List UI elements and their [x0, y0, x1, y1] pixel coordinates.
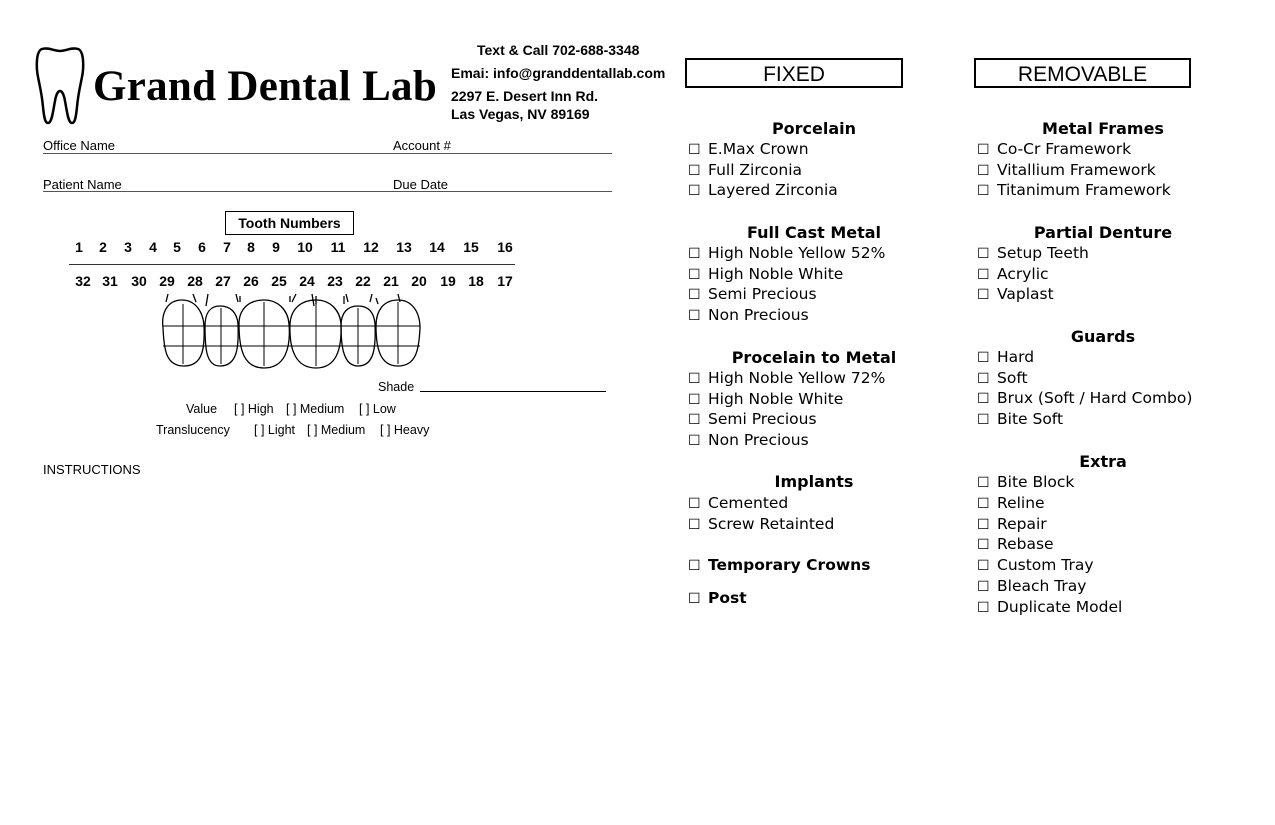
lower-tooth-row: [68, 273, 518, 291]
translucency-light[interactable]: [ ] Light: [254, 423, 295, 437]
checkbox[interactable]: ☐: [977, 287, 990, 304]
option-label: High Noble White: [708, 389, 844, 408]
upper-tooth-number[interactable]: 16: [497, 239, 513, 255]
checkbox[interactable]: ☐: [977, 475, 990, 491]
lower-tooth-number[interactable]: 22: [355, 273, 371, 289]
due-date-label: Due Date: [393, 177, 448, 192]
lower-tooth-number[interactable]: 23: [327, 273, 343, 289]
option-label: Layered Zirconia: [708, 181, 838, 200]
checkbox-option[interactable]: [688, 243, 885, 264]
translucency-medium[interactable]: [ ] Medium: [307, 423, 366, 437]
checkbox[interactable]: ☐: [977, 266, 990, 283]
checkbox-option[interactable]: [977, 472, 1074, 493]
implants-title: Implants: [774, 472, 854, 491]
upper-tooth-number[interactable]: 1: [75, 239, 83, 255]
teeth-diagram: [158, 290, 423, 372]
lower-tooth-number[interactable]: 29: [159, 273, 175, 289]
checkbox-option[interactable]: [688, 368, 885, 389]
option-label: Bite Block: [997, 473, 1075, 491]
checkbox[interactable]: ☐: [688, 391, 701, 408]
checkbox-option[interactable]: [977, 576, 1086, 597]
removable-header: REMOVABLE: [974, 58, 1191, 88]
upper-tooth-number[interactable]: 7: [223, 239, 231, 255]
upper-tooth-number[interactable]: 12: [363, 239, 379, 255]
upper-tooth-number[interactable]: 11: [330, 239, 346, 255]
upper-tooth-number[interactable]: 10: [297, 239, 313, 255]
option-label: Bleach Tray: [997, 577, 1087, 595]
metal-frames-title: Metal Frames: [1042, 119, 1164, 138]
account-label: Account #: [393, 138, 451, 153]
value-medium[interactable]: [ ] Medium: [286, 402, 345, 416]
option-label: Titanimum Framework: [997, 181, 1171, 200]
checkbox[interactable]: ☐: [688, 433, 701, 450]
tooth-numbers-title: Tooth Numbers: [225, 211, 354, 235]
checkbox[interactable]: ☐: [977, 370, 990, 387]
pfm-title: Procelain to Metal: [731, 348, 897, 367]
checkbox[interactable]: ☐: [977, 162, 990, 179]
upper-tooth-number[interactable]: 6: [198, 239, 206, 255]
checkbox-option[interactable]: [977, 368, 1028, 389]
checkbox[interactable]: ☐: [977, 558, 990, 575]
checkbox-option[interactable]: [977, 243, 1089, 264]
option-label: Post: [708, 589, 747, 607]
upper-tooth-number[interactable]: 3: [124, 239, 132, 255]
checkbox-option[interactable]: [688, 389, 843, 410]
option-label: Setup Teeth: [997, 244, 1089, 262]
full-cast-title: Full Cast Metal: [746, 223, 882, 242]
checkbox[interactable]: ☐: [688, 496, 701, 512]
checkbox-option[interactable]: [977, 139, 1131, 160]
tooth-icon: [34, 45, 86, 127]
checkbox-option[interactable]: [977, 514, 1047, 535]
lower-tooth-number[interactable]: 28: [187, 273, 203, 289]
lower-tooth-number[interactable]: 26: [243, 273, 259, 289]
option-label: Semi Precious: [708, 410, 817, 429]
checkbox-option[interactable]: [977, 555, 1094, 576]
checkbox[interactable]: ☐: [688, 308, 701, 325]
shade-line[interactable]: [420, 391, 606, 392]
upper-tooth-number[interactable]: 8: [247, 239, 255, 255]
contact-phone: Text & Call 702-688-3348: [477, 42, 640, 58]
checkbox[interactable]: ☐: [977, 495, 990, 512]
option-label: Full Zirconia: [708, 160, 803, 179]
shade-label: Shade: [378, 380, 415, 394]
checkbox[interactable]: ☐: [977, 412, 990, 429]
partial-denture-title: Partial Denture: [1033, 223, 1173, 242]
option-label: E.Max Crown: [708, 140, 809, 158]
upper-tooth-number[interactable]: 9: [272, 239, 280, 255]
lower-tooth-number[interactable]: 18: [468, 273, 484, 289]
office-line[interactable]: [43, 153, 612, 154]
upper-tooth-number[interactable]: 2: [99, 239, 107, 255]
lower-tooth-number[interactable]: 30: [131, 273, 147, 289]
lower-tooth-number[interactable]: 27: [215, 273, 231, 289]
checkbox[interactable]: ☐: [688, 558, 701, 574]
checkbox[interactable]: ☐: [977, 599, 990, 616]
checkbox-option[interactable]: [977, 180, 1171, 201]
option-label: Co-Cr Framework: [997, 140, 1132, 158]
checkbox-option[interactable]: [688, 264, 843, 285]
patient-line[interactable]: [43, 191, 612, 192]
option-label: Non Precious: [708, 306, 809, 325]
lower-tooth-number[interactable]: 19: [440, 273, 456, 289]
option-label: Semi Precious: [708, 285, 817, 304]
upper-tooth-number[interactable]: 15: [463, 239, 479, 255]
checkbox-option[interactable]: [688, 493, 788, 514]
option-label: Brux (Soft / Hard Combo): [997, 389, 1193, 408]
instructions-label: INSTRUCTIONS: [43, 462, 141, 477]
option-label: Hard: [997, 348, 1035, 366]
lower-tooth-number[interactable]: 25: [271, 273, 287, 289]
porcelain-title: Porcelain: [771, 119, 857, 138]
option-label: Reline: [997, 493, 1045, 512]
checkbox[interactable]: ☐: [977, 246, 990, 262]
checkbox-option[interactable]: [977, 347, 1034, 368]
checkbox-option[interactable]: [688, 284, 817, 305]
checkbox-option[interactable]: [977, 284, 1054, 305]
checkbox-option[interactable]: [688, 160, 802, 181]
checkbox[interactable]: ☐: [688, 142, 701, 158]
upper-tooth-number[interactable]: 4: [149, 239, 157, 255]
lower-tooth-number[interactable]: 17: [497, 273, 513, 289]
upper-tooth-row: [68, 239, 518, 257]
checkbox[interactable]: ☐: [977, 391, 990, 408]
option-label: Soft: [997, 368, 1028, 387]
checkbox[interactable]: ☐: [688, 412, 701, 429]
option-label: High Noble Yellow 52%: [708, 244, 886, 262]
checkbox[interactable]: ☐: [977, 537, 990, 554]
option-label: Rebase: [997, 535, 1054, 554]
checkbox[interactable]: ☐: [688, 287, 701, 304]
checkbox-option[interactable]: [688, 430, 809, 451]
lower-tooth-number[interactable]: 20: [411, 273, 427, 289]
checkbox[interactable]: ☐: [688, 591, 701, 607]
upper-tooth-number[interactable]: 13: [396, 239, 412, 255]
fixed-header: FIXED: [685, 58, 903, 88]
post-option[interactable]: [688, 588, 747, 609]
option-label: Screw Retainted: [708, 514, 835, 533]
checkbox-option[interactable]: [688, 180, 838, 201]
checkbox-option[interactable]: [688, 514, 834, 535]
upper-tooth-number[interactable]: 5: [173, 239, 181, 255]
option-label: Temporary Crowns: [708, 556, 871, 574]
checkbox[interactable]: ☐: [688, 246, 701, 262]
option-label: Repair: [997, 514, 1047, 533]
address-line-2: Las Vegas, NV 89169: [451, 106, 590, 122]
value-high[interactable]: [ ] High: [234, 402, 274, 416]
checkbox-option[interactable]: [977, 160, 1156, 181]
option-label: High Noble Yellow 72%: [708, 369, 886, 387]
option-label: Vaplast: [997, 285, 1054, 304]
checkbox[interactable]: ☐: [977, 579, 990, 595]
lower-tooth-number[interactable]: 24: [299, 273, 315, 289]
checkbox[interactable]: ☐: [977, 183, 990, 200]
patient-name-label: Patient Name: [43, 177, 122, 192]
address-line-1: 2297 E. Desert Inn Rd.: [451, 88, 599, 104]
checkbox[interactable]: ☐: [688, 371, 701, 387]
guards-title: Guards: [1070, 327, 1136, 346]
option-label: High Noble White: [708, 264, 844, 283]
extra-title: Extra: [1079, 452, 1127, 471]
checkbox-option[interactable]: [977, 264, 1049, 285]
option-label: Custom Tray: [997, 556, 1094, 575]
checkbox[interactable]: ☐: [688, 266, 701, 283]
option-label: Non Precious: [708, 431, 809, 450]
checkbox[interactable]: ☐: [688, 162, 701, 179]
logo-text: Grand Dental Lab: [93, 63, 438, 110]
value-label: Value: [186, 402, 218, 416]
option-label: Vitallium Framework: [997, 160, 1156, 179]
option-label: Bite Soft: [997, 410, 1064, 429]
office-name-label: Office Name: [43, 138, 116, 153]
checkbox-option[interactable]: [977, 493, 1045, 514]
translucency-label: Translucency: [156, 423, 230, 437]
checkbox-option[interactable]: [977, 409, 1063, 430]
option-label: Acrylic: [997, 264, 1049, 283]
checkbox-option[interactable]: [688, 139, 809, 160]
checkbox[interactable]: ☐: [688, 183, 701, 200]
checkbox[interactable]: ☐: [977, 516, 990, 533]
checkbox-option[interactable]: [977, 534, 1054, 555]
checkbox-option[interactable]: [688, 409, 817, 430]
checkbox-option[interactable]: [688, 305, 809, 326]
checkbox-option[interactable]: [977, 597, 1122, 618]
checkbox[interactable]: ☐: [977, 350, 990, 366]
arch-divider: [69, 264, 515, 265]
option-label: Cemented: [708, 494, 789, 512]
checkbox[interactable]: ☐: [977, 142, 990, 158]
temporary-crowns-option[interactable]: [688, 555, 870, 576]
contact-email: Emai: info@granddentallab.com: [451, 65, 666, 81]
option-label: Duplicate Model: [997, 597, 1123, 616]
checkbox-option[interactable]: [977, 388, 1192, 409]
lower-tooth-number[interactable]: 31: [102, 273, 118, 289]
lower-tooth-number[interactable]: 32: [75, 273, 91, 289]
lower-tooth-number[interactable]: 21: [383, 273, 399, 289]
value-low[interactable]: [ ] Low: [359, 402, 396, 416]
upper-tooth-number[interactable]: 14: [429, 239, 445, 255]
checkbox[interactable]: ☐: [688, 516, 701, 533]
translucency-heavy[interactable]: [ ] Heavy: [380, 423, 430, 437]
